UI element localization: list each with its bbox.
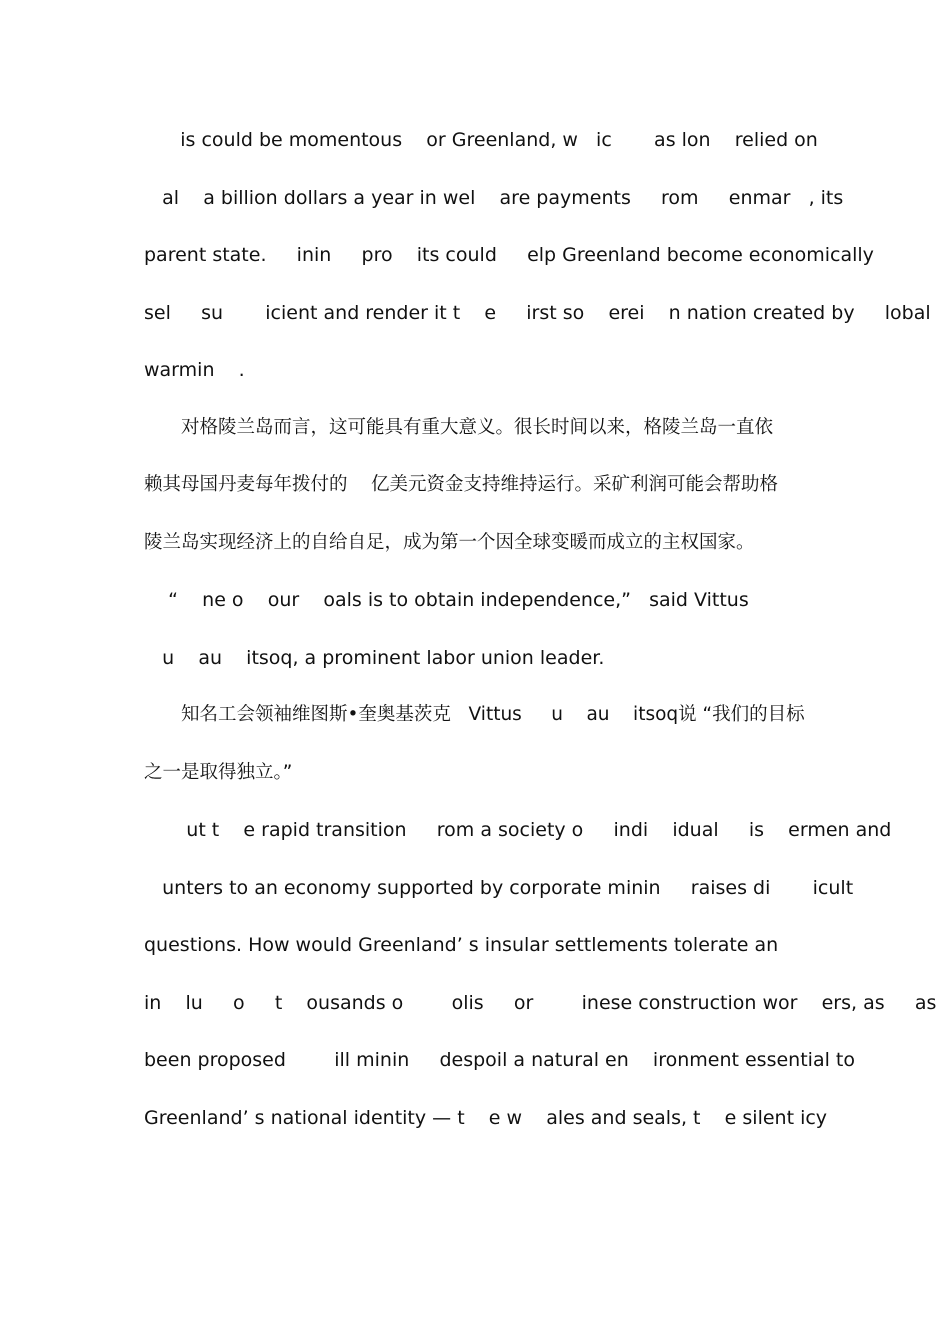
text-line: Greenland’ s national identity — t e w ales and seals, t e silent icy	[144, 1107, 828, 1129]
text-line: u au itsoq, a prominent labor union leader.	[144, 647, 605, 669]
text-line: been proposed ill minin despoil a natural en ironment essential to	[144, 1049, 855, 1071]
text-line: 陵兰岛实现经济上的自给自足，成为第一个因全球变暖而成立的主权国家。	[144, 532, 755, 553]
text-line: 之一是取得独立。”	[144, 762, 293, 783]
text-line: “ ne o our oals is to obtain independence,” said Vittus	[144, 589, 749, 611]
text-line: in lu o t ousands o olis or inese construction wor ers, as as	[144, 992, 937, 1014]
text-line: 赖其母国丹麦每年拨付的 亿美元资金支持维持运行。采矿利润可能会帮助格	[144, 474, 779, 495]
text-line: parent state. inin pro its could elp Greenland become economically	[144, 244, 874, 266]
text-line: warmin .	[144, 359, 245, 381]
text-line: questions. How would Greenland’ s insular settlements tolerate an	[144, 934, 779, 956]
text-line: 知名工会领袖维图斯•奎奥基茨克 Vittus u au itsoq说 “我们的目标	[181, 704, 805, 725]
text-line: sel su icient and render it t e irst so erei n nation created by lobal	[144, 302, 931, 324]
text-line: unters to an economy supported by corporate minin raises di icult	[144, 877, 854, 899]
text-line: ut t e rapid transition rom a society o indi idual is ermen and	[144, 819, 892, 841]
text-line: 对格陵兰岛而言，这可能具有重大意义。很长时间以来，格陵兰岛一直依	[181, 417, 774, 438]
text-line: al a billion dollars a year in wel are payments rom enmar , its	[144, 187, 844, 209]
text-line: is could be momentous or Greenland, w ic as lon relied on	[144, 129, 818, 151]
